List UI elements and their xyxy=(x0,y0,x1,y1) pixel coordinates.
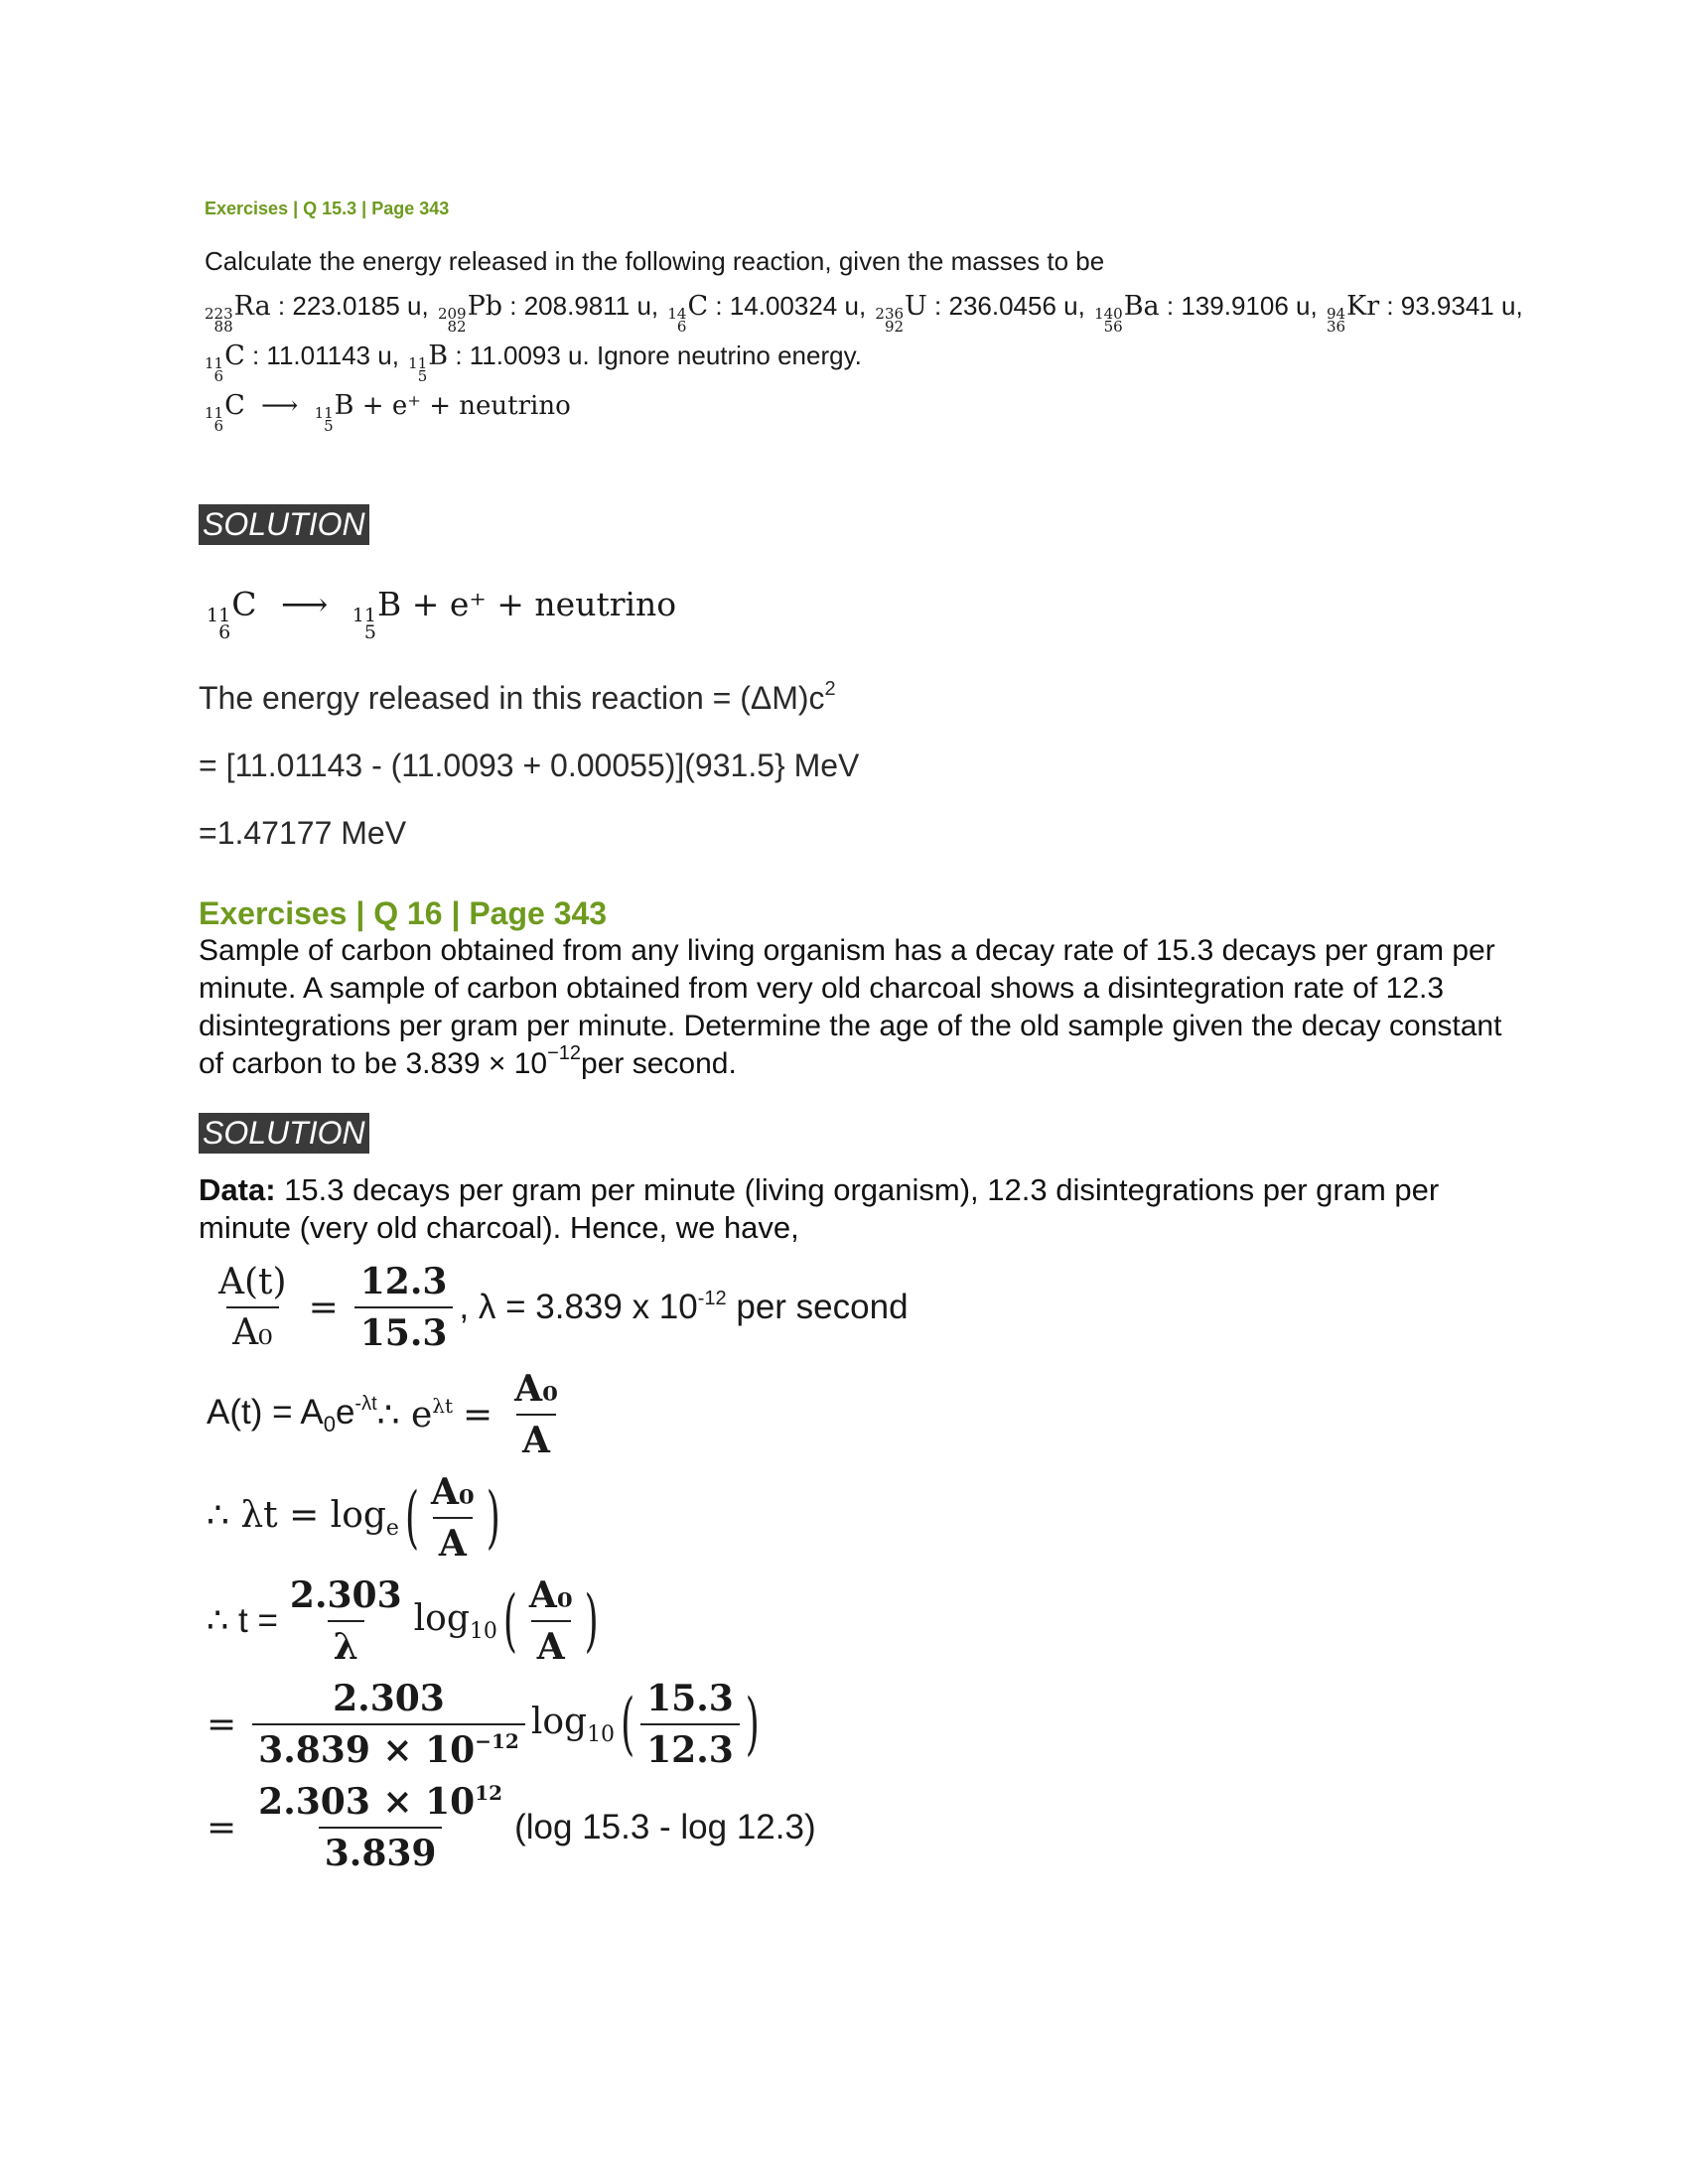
mass-item: 14 6 C : 14.00324 u, xyxy=(667,291,867,336)
exercise-header-q15-3: Exercises | Q 15.3 | Page 343 xyxy=(205,199,450,218)
mass-item: 11 6 C : 11.01143 u, xyxy=(205,341,399,385)
exercise-header-q16: Exercises | Q 16 | Page 343 xyxy=(199,895,608,931)
energy-calculation-line: = [11.01143 - (11.0093 + 0.00055)](931.5} MeV xyxy=(199,748,860,783)
time-formula-equation: ∴ t = $\frac{2.303}{\lambda}$ $\log_{10}$ ( $\frac{\text{A₀}}{A}$ ) xyxy=(207,1574,599,1668)
data-paragraph: Data: 15.3 decays per gram per minute (living organism), 12.3 disintegrations per gram per minute (very old charcoal). Hence, we have, xyxy=(199,1172,1440,1245)
solution-label-1: SOLUTION xyxy=(199,504,369,545)
mass-item: 223 88 Ra : 223.0185 u, xyxy=(205,291,429,336)
mass-list-2 xyxy=(199,334,1618,383)
energy-formula-line: The energy released in this reaction = $(\Delta M)c^2$ xyxy=(199,678,836,716)
document-page xyxy=(199,199,1618,1874)
reaction-equation-large: 11 6 C ⟶ 11 5 B + e⁺ + neutrino xyxy=(207,585,677,643)
reaction-equation-small: 11 6 C ⟶ 11 5 B + e⁺ + neutrino xyxy=(205,390,571,435)
exercise-question-text: Sample of carbon obtained from any living organism has a decay rate of 15.3 decays per gram per minute. A sample of carbon obtained from very old charcoal shows a disintegration rate of 12.3 disintegrations per gram per minute. Determine the age of the old sample given the decay constant of carbon to be $3.839 \times 10^{-12}per$ second. xyxy=(199,934,1502,1080)
mass-item: 11 5 B : 11.0093 u. Ignore neutrino energy. xyxy=(408,341,862,385)
time-simplified-equation: = $\frac{2.303 \times 10^{12}}{3.839}$ (log 15.3 - log 12.3) xyxy=(207,1781,816,1874)
time-substitution-equation: = $\frac{2.303}{3.839 \times 10^{-12}}$ $\log_{10}$ ( $\frac{15.3}{12.3}$ ) xyxy=(207,1678,760,1771)
mass-list-1 xyxy=(199,284,1618,334)
energy-result-line: =1.47177 MeV xyxy=(199,815,407,851)
mass-item: 209 82 Pb : 208.9811 u, xyxy=(437,291,659,336)
mass-item: 94 36 Kr : 93.9341 u, xyxy=(1326,291,1523,336)
mass-item: 236 92 U : 236.0456 u, xyxy=(875,291,1085,336)
solution-label-2: SOLUTION xyxy=(199,1113,369,1154)
mass-item: 140 56 Ba : 139.9106 u, xyxy=(1094,291,1318,336)
exercise-intro: Calculate the energy released in the following reaction, given the masses to be xyxy=(205,246,1105,276)
log-equation-natural: ∴ $\lambda t = \log_e$ ( $\frac{\text{A₀}}{A}$ ) xyxy=(207,1471,500,1565)
decay-law-equation: $A(t) = A_0e^{-\lambda t}$ ∴ $e^{\lambda t}$ = $\frac{\text{A₀}}{A}$ xyxy=(207,1368,558,1461)
ratio-equation: $\frac{A(t)}{\text{A₀}}$ = $\frac{12.3}{15.3}$ , λ = 3.839 x $10^{-12}$ per second xyxy=(218,1261,909,1354)
